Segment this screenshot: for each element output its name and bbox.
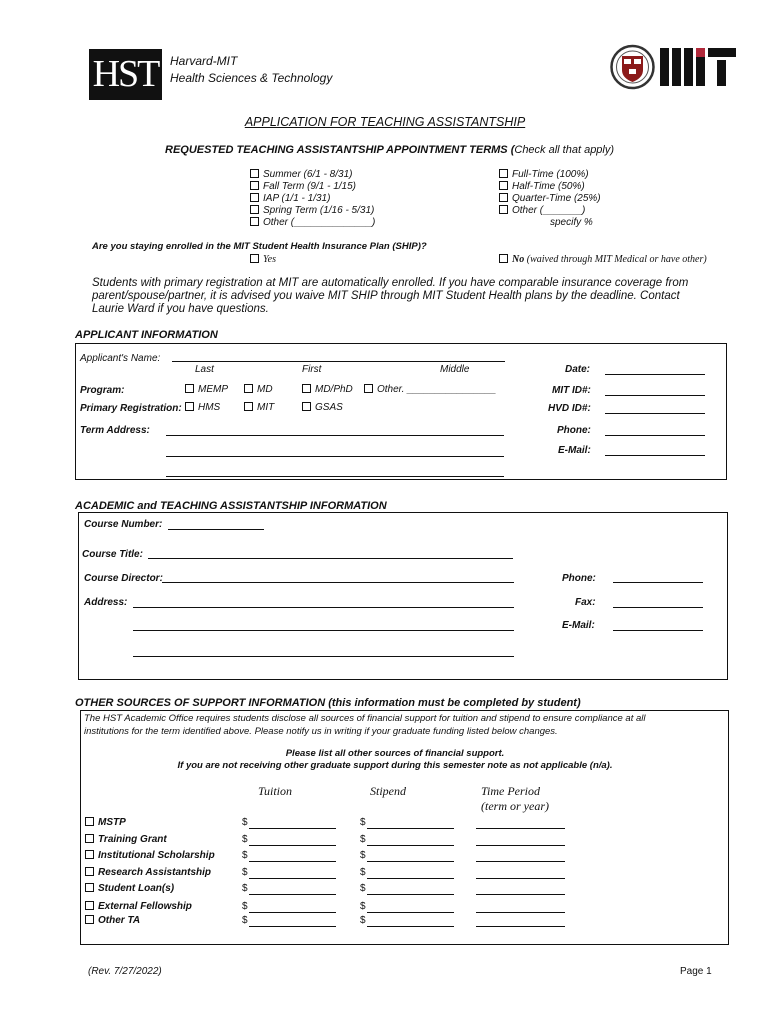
checkbox[interactable] [85,834,94,843]
tuition-amount-field[interactable] [249,894,336,895]
stipend-amount-field[interactable] [367,926,454,927]
checkbox[interactable] [250,193,259,202]
option-label: Institutional Scholarship [98,850,215,861]
option-label: Training Grant [98,834,167,845]
col-tuition: Tuition [258,784,293,798]
term-option-other[interactable] [250,217,375,228]
course-director-field[interactable] [162,582,514,583]
tuition-dollar-sign: $ [242,850,248,861]
option-label: Research Assistantship [98,867,212,878]
page-number: Page 1 [680,966,712,977]
applicant-section-title: APPLICANT INFORMATION [75,329,218,341]
option-label: Yes [263,254,276,265]
tuition-amount-field[interactable] [249,828,336,829]
checkbox[interactable] [250,205,259,214]
ship-no-option[interactable] [499,254,707,265]
name-middle-caption: Middle [440,364,470,375]
stipend-dollar-sign: $ [360,834,366,845]
registration-option-hms[interactable] [185,402,220,413]
ship-notice: Students with primary registration at MIT are automatically enrolled. If you have comparable insurance coverage from parent/spouse/partner, it is advised you waive MIT SHIP through MIT Student Health plans by the deadline. Contact Laurie Ward if you have questions. [92,277,689,315]
option-label: GSAS [315,402,343,413]
program-option-other[interactable] [364,384,496,395]
term-address-line1[interactable] [166,435,504,436]
academic-address-line1[interactable] [133,607,514,608]
checkbox[interactable] [85,883,94,892]
option-label: MD/PhD [315,384,353,395]
tuition-dollar-sign: $ [242,901,248,912]
time-period-field[interactable] [476,912,565,913]
stipend-amount-field[interactable] [367,845,454,846]
mit-id-label: MIT ID#: [552,385,591,396]
col-term-or-year: (term or year) [481,799,549,813]
checkbox[interactable] [185,402,194,411]
course-director-label: Course Director: [84,573,163,584]
term-address-label: Term Address: [80,425,150,436]
terms-heading-note: Check all that apply) [514,144,615,156]
phone-field[interactable] [605,435,705,436]
option-label: MSTP [98,817,126,828]
stipend-dollar-sign: $ [360,915,366,926]
option-label: Fall Term (9/1 - 1/15) [263,181,356,192]
name-first-caption: First [302,364,322,375]
source-option-external-fellowship[interactable] [85,901,192,912]
checkbox[interactable] [244,402,253,411]
tuition-amount-field[interactable] [249,845,336,846]
program-option-md[interactable] [244,384,273,395]
stipend-amount-field[interactable] [367,861,454,862]
time-period-field[interactable] [476,828,565,829]
time-period-field[interactable] [476,894,565,895]
revision-date: (Rev. 7/27/2022) [88,966,162,977]
hst-logo-text: HST [92,53,159,95]
option-label: Other. ________________ [377,384,497,395]
source-option-mstp[interactable] [85,817,126,828]
option-label: Spring Term (1/16 - 5/31) [263,205,375,216]
option-note: (waived through MIT Medical or have other) [526,254,707,265]
checkbox[interactable] [499,181,508,190]
program-label: Program: [80,385,125,396]
option-label: External Fellowship [98,901,192,912]
checkbox[interactable] [302,384,311,393]
checkbox[interactable] [302,402,311,411]
time-period-field[interactable] [476,861,565,862]
option-label: No [512,254,525,265]
name-last-caption: Last [195,364,214,375]
academic-email-field[interactable] [613,630,703,631]
hvd-id-field[interactable] [605,413,705,414]
option-label: IAP (1/1 - 1/31) [263,193,331,204]
mit-id-field[interactable] [605,395,705,396]
option-label: Other (_______) [512,205,586,216]
checkbox[interactable] [85,901,94,910]
checkbox[interactable] [250,181,259,190]
stipend-dollar-sign: $ [360,817,366,828]
time-option-half[interactable] [499,181,585,192]
time-period-field[interactable] [476,845,565,846]
course-number-field[interactable] [168,529,264,530]
checkbox[interactable] [85,850,94,859]
ship-question: Are you staying enrolled in the MIT Student Health Insurance Plan (SHIP)? [92,241,427,252]
ship-yes-option[interactable] [250,254,276,265]
checkbox[interactable] [250,169,259,178]
mit-logo [660,48,736,86]
specify-percent: specify % [550,217,593,228]
term-address-line3[interactable] [166,476,504,477]
time-option-full[interactable] [499,169,589,180]
stipend-dollar-sign: $ [360,883,366,894]
checkbox[interactable] [85,915,94,924]
support-intro: The HST Academic Office requires students disclose all sources of financial support for tuition and stipend to ensure compliance at all institutions for the term identified above. Please notify us in writing if your graduate funding listed below changes. [84,713,646,737]
support-section-title: OTHER SOURCES OF SUPPORT INFORMATION (this information must be completed by student) [75,697,581,709]
registration-option-gsas[interactable] [302,402,343,413]
tuition-dollar-sign: $ [242,867,248,878]
checkbox[interactable] [250,217,259,226]
academic-box [78,512,728,680]
time-period-field[interactable] [476,926,565,927]
email-field[interactable] [605,455,705,456]
terms-heading [165,144,614,156]
col-time-period: Time Period [481,784,540,798]
academic-phone-field[interactable] [613,582,703,583]
phone-label: Phone: [557,425,591,436]
option-label: MEMP [198,384,228,395]
support-list-line1: Please list all other sources of financial support. [285,748,505,759]
checkbox[interactable] [499,193,508,202]
academic-address-line2[interactable] [133,630,514,631]
course-title-label: Course Title: [82,549,143,560]
checkbox[interactable] [185,384,194,393]
source-option-training-grant[interactable] [85,834,167,845]
checkbox[interactable] [85,867,94,876]
stipend-dollar-sign: $ [360,901,366,912]
tuition-dollar-sign: $ [242,834,248,845]
option-label: Other (______________) [263,217,376,228]
academic-fax-field[interactable] [613,607,703,608]
source-option-student-loans[interactable] [85,883,174,894]
time-option-quarter[interactable] [499,193,601,204]
tuition-dollar-sign: $ [242,915,248,926]
time-option-other[interactable] [499,205,585,216]
academic-address-label: Address: [84,597,128,608]
program-option-mdphd[interactable] [302,384,353,395]
page-title: APPLICATION FOR TEACHING ASSISTANTSHIP [244,115,526,129]
email-label: E-Mail: [558,445,591,456]
academic-email-label: E-Mail: [562,620,595,631]
term-option-iap[interactable] [250,193,330,204]
checkbox[interactable] [364,384,373,393]
stipend-amount-field[interactable] [367,878,454,879]
org-line1: Harvard-MIT [170,54,238,68]
option-label: HMS [198,402,221,413]
col-stipend: Stipend [370,784,406,798]
hvd-id-label: HVD ID#: [548,403,591,414]
tuition-dollar-sign: $ [242,883,248,894]
checkbox[interactable] [499,254,508,263]
program-option-memp[interactable] [185,384,228,395]
date-field[interactable] [605,374,705,375]
hst-logo [89,49,162,100]
stipend-amount-field[interactable] [367,912,454,913]
harvard-shield-icon [610,44,655,90]
tuition-amount-field[interactable] [249,926,336,927]
option-label: Quarter-Time (25%) [512,193,601,204]
tuition-dollar-sign: $ [242,817,248,828]
org-line2: Health Sciences & Technology [170,71,333,85]
source-option-research-assistantship[interactable] [85,867,211,878]
checkbox[interactable] [250,254,259,263]
stipend-dollar-sign: $ [360,867,366,878]
source-option-other-ta[interactable] [85,915,140,926]
option-label: MIT [257,402,275,413]
applicant-name-field[interactable] [172,361,505,362]
time-period-field[interactable] [476,878,565,879]
terms-heading-bold: REQUESTED TEACHING ASSISTANTSHIP APPOINTMENT TERMS ( [165,144,515,156]
stipend-dollar-sign: $ [360,850,366,861]
option-label: Full-Time (100%) [512,169,589,180]
option-label: Other TA [98,915,141,926]
checkbox[interactable] [85,817,94,826]
date-label: Date: [565,364,591,375]
academic-fax-label: Fax: [575,597,596,608]
applicant-name-label: Applicant's Name: [80,353,161,364]
term-option-spring[interactable] [250,205,374,216]
support-list-line2: If you are not receiving other graduate support during this semester note as not applicable (n/a). [177,760,613,771]
source-option-institutional-scholarship[interactable] [85,850,215,861]
checkbox[interactable] [499,169,508,178]
academic-address-line3[interactable] [133,656,514,657]
option-label: Summer (6/1 - 8/31) [263,169,353,180]
checkbox[interactable] [244,384,253,393]
academic-phone-label: Phone: [562,573,596,584]
stipend-amount-field[interactable] [367,828,454,829]
stipend-amount-field[interactable] [367,894,454,895]
registration-option-mit[interactable] [244,402,274,413]
course-title-field[interactable] [148,558,513,559]
option-label: Half-Time (50%) [512,181,585,192]
term-address-line2[interactable] [166,456,504,457]
academic-section-title: ACADEMIC and TEACHING ASSISTANTSHIP INFORMATION [75,500,387,512]
registration-label: Primary Registration: [80,403,182,414]
tuition-amount-field[interactable] [249,861,336,862]
option-label: Student Loan(s) [98,883,175,894]
checkbox[interactable] [499,205,508,214]
term-option-summer[interactable] [250,169,352,180]
tuition-amount-field[interactable] [249,878,336,879]
tuition-amount-field[interactable] [249,912,336,913]
course-number-label: Course Number: [84,519,163,530]
option-label: MD [257,384,273,395]
term-option-fall[interactable] [250,181,356,192]
